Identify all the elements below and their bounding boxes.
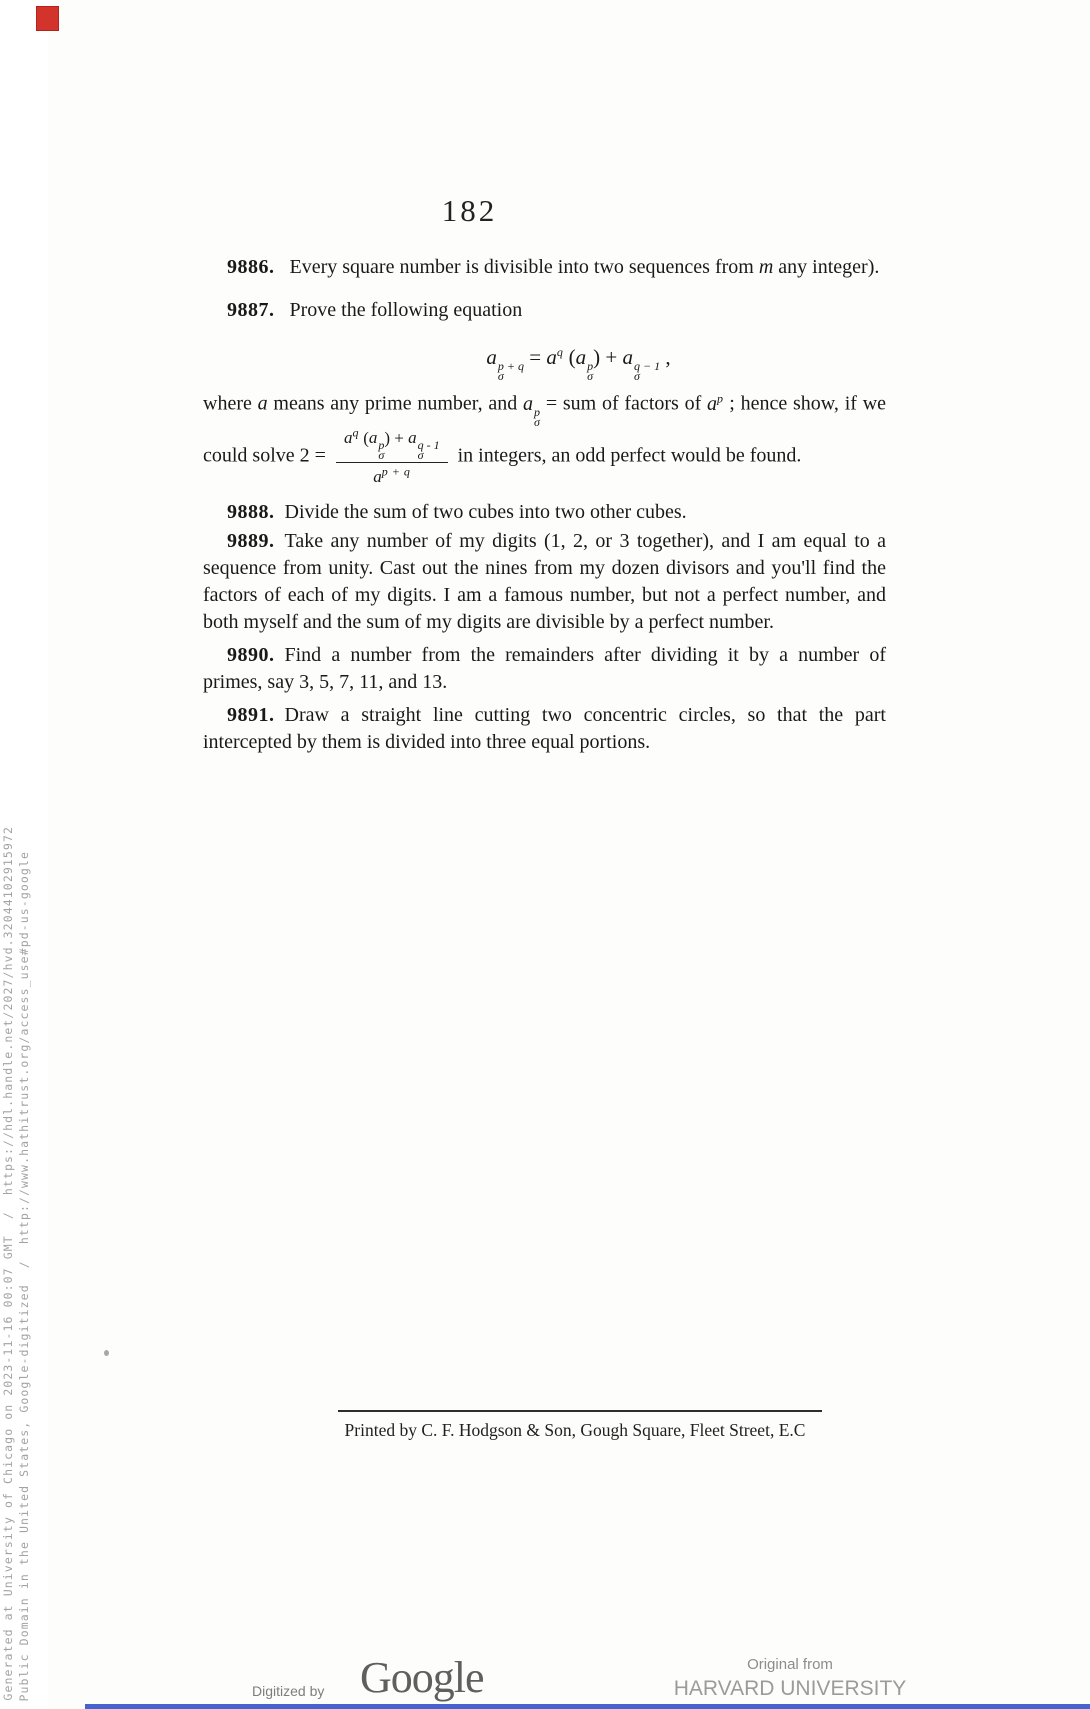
page-text-column bbox=[203, 194, 886, 756]
problem-9887-body: where a means any prime number, and a p σ = sum of factors of $a^p$ ; hence show, if we could solve 2 = $a^q$ (a p σ ) + a q - 1 σ $a^{p + q}$ in integers, an odd perfect would be found. bbox=[203, 391, 887, 486]
problem-9888: 9888. Divide the sum of two cubes into two other cubes. bbox=[227, 500, 687, 523]
problem-9891: 9891. Draw a straight line cutting two concentric circles, so that the part intercepted by them is divided into three equal portions. bbox=[203, 703, 886, 753]
problem-9890: 9890. Find a number from the remainders after dividing it by a number of primes, say 3, 5, 7, 11, and 13. bbox=[203, 643, 886, 693]
stray-ink-dot bbox=[104, 1350, 109, 1356]
page-number: 182 bbox=[441, 193, 498, 228]
problem-9889: 9889. Take any number of my digits (1, 2, or 3 together), and I am equal to a sequence from unity. Cast out the nines from my dozen divisors and you'll find the factors of each of my digits. I am a famous number, but not a perfect number, and both myself and the sum of my digits are divisible by a perfect number. bbox=[203, 529, 886, 633]
digitized-by-label: Digitized by bbox=[252, 1683, 325, 1699]
problem-9886: 9886. Every square number is divisible into two sequences from m any integer). bbox=[227, 256, 880, 278]
watermark-generated-line: Generated at University of Chicago on 2023-11-16 00:07 GMT / https://hdl.handle.net/2027/hvd.32044102915972 bbox=[1, 826, 15, 1701]
printer-divider-rule bbox=[338, 1410, 822, 1412]
original-from-label: Original from bbox=[747, 1656, 833, 1673]
problem-9887-intro: 9887. Prove the following equation bbox=[227, 299, 523, 321]
google-logo: Google bbox=[360, 1653, 484, 1702]
bottom-blue-bar bbox=[85, 1704, 1090, 1709]
red-marker-box bbox=[36, 6, 59, 31]
printer-credit-line: Printed by C. F. Hodgson & Son, Gough Square, Fleet Street, E.C bbox=[344, 1420, 806, 1440]
watermark-publicdomain-line: Public Domain in the United States, Google-digitized / http://www.hathitrust.org/access_use#pd-us-google bbox=[17, 850, 31, 1701]
equation-9887: a p + q σ = $a^q$ (a p σ ) + a q − 1 σ , bbox=[486, 345, 671, 383]
institution-name: HARVARD UNIVERSITY bbox=[673, 1677, 907, 1700]
